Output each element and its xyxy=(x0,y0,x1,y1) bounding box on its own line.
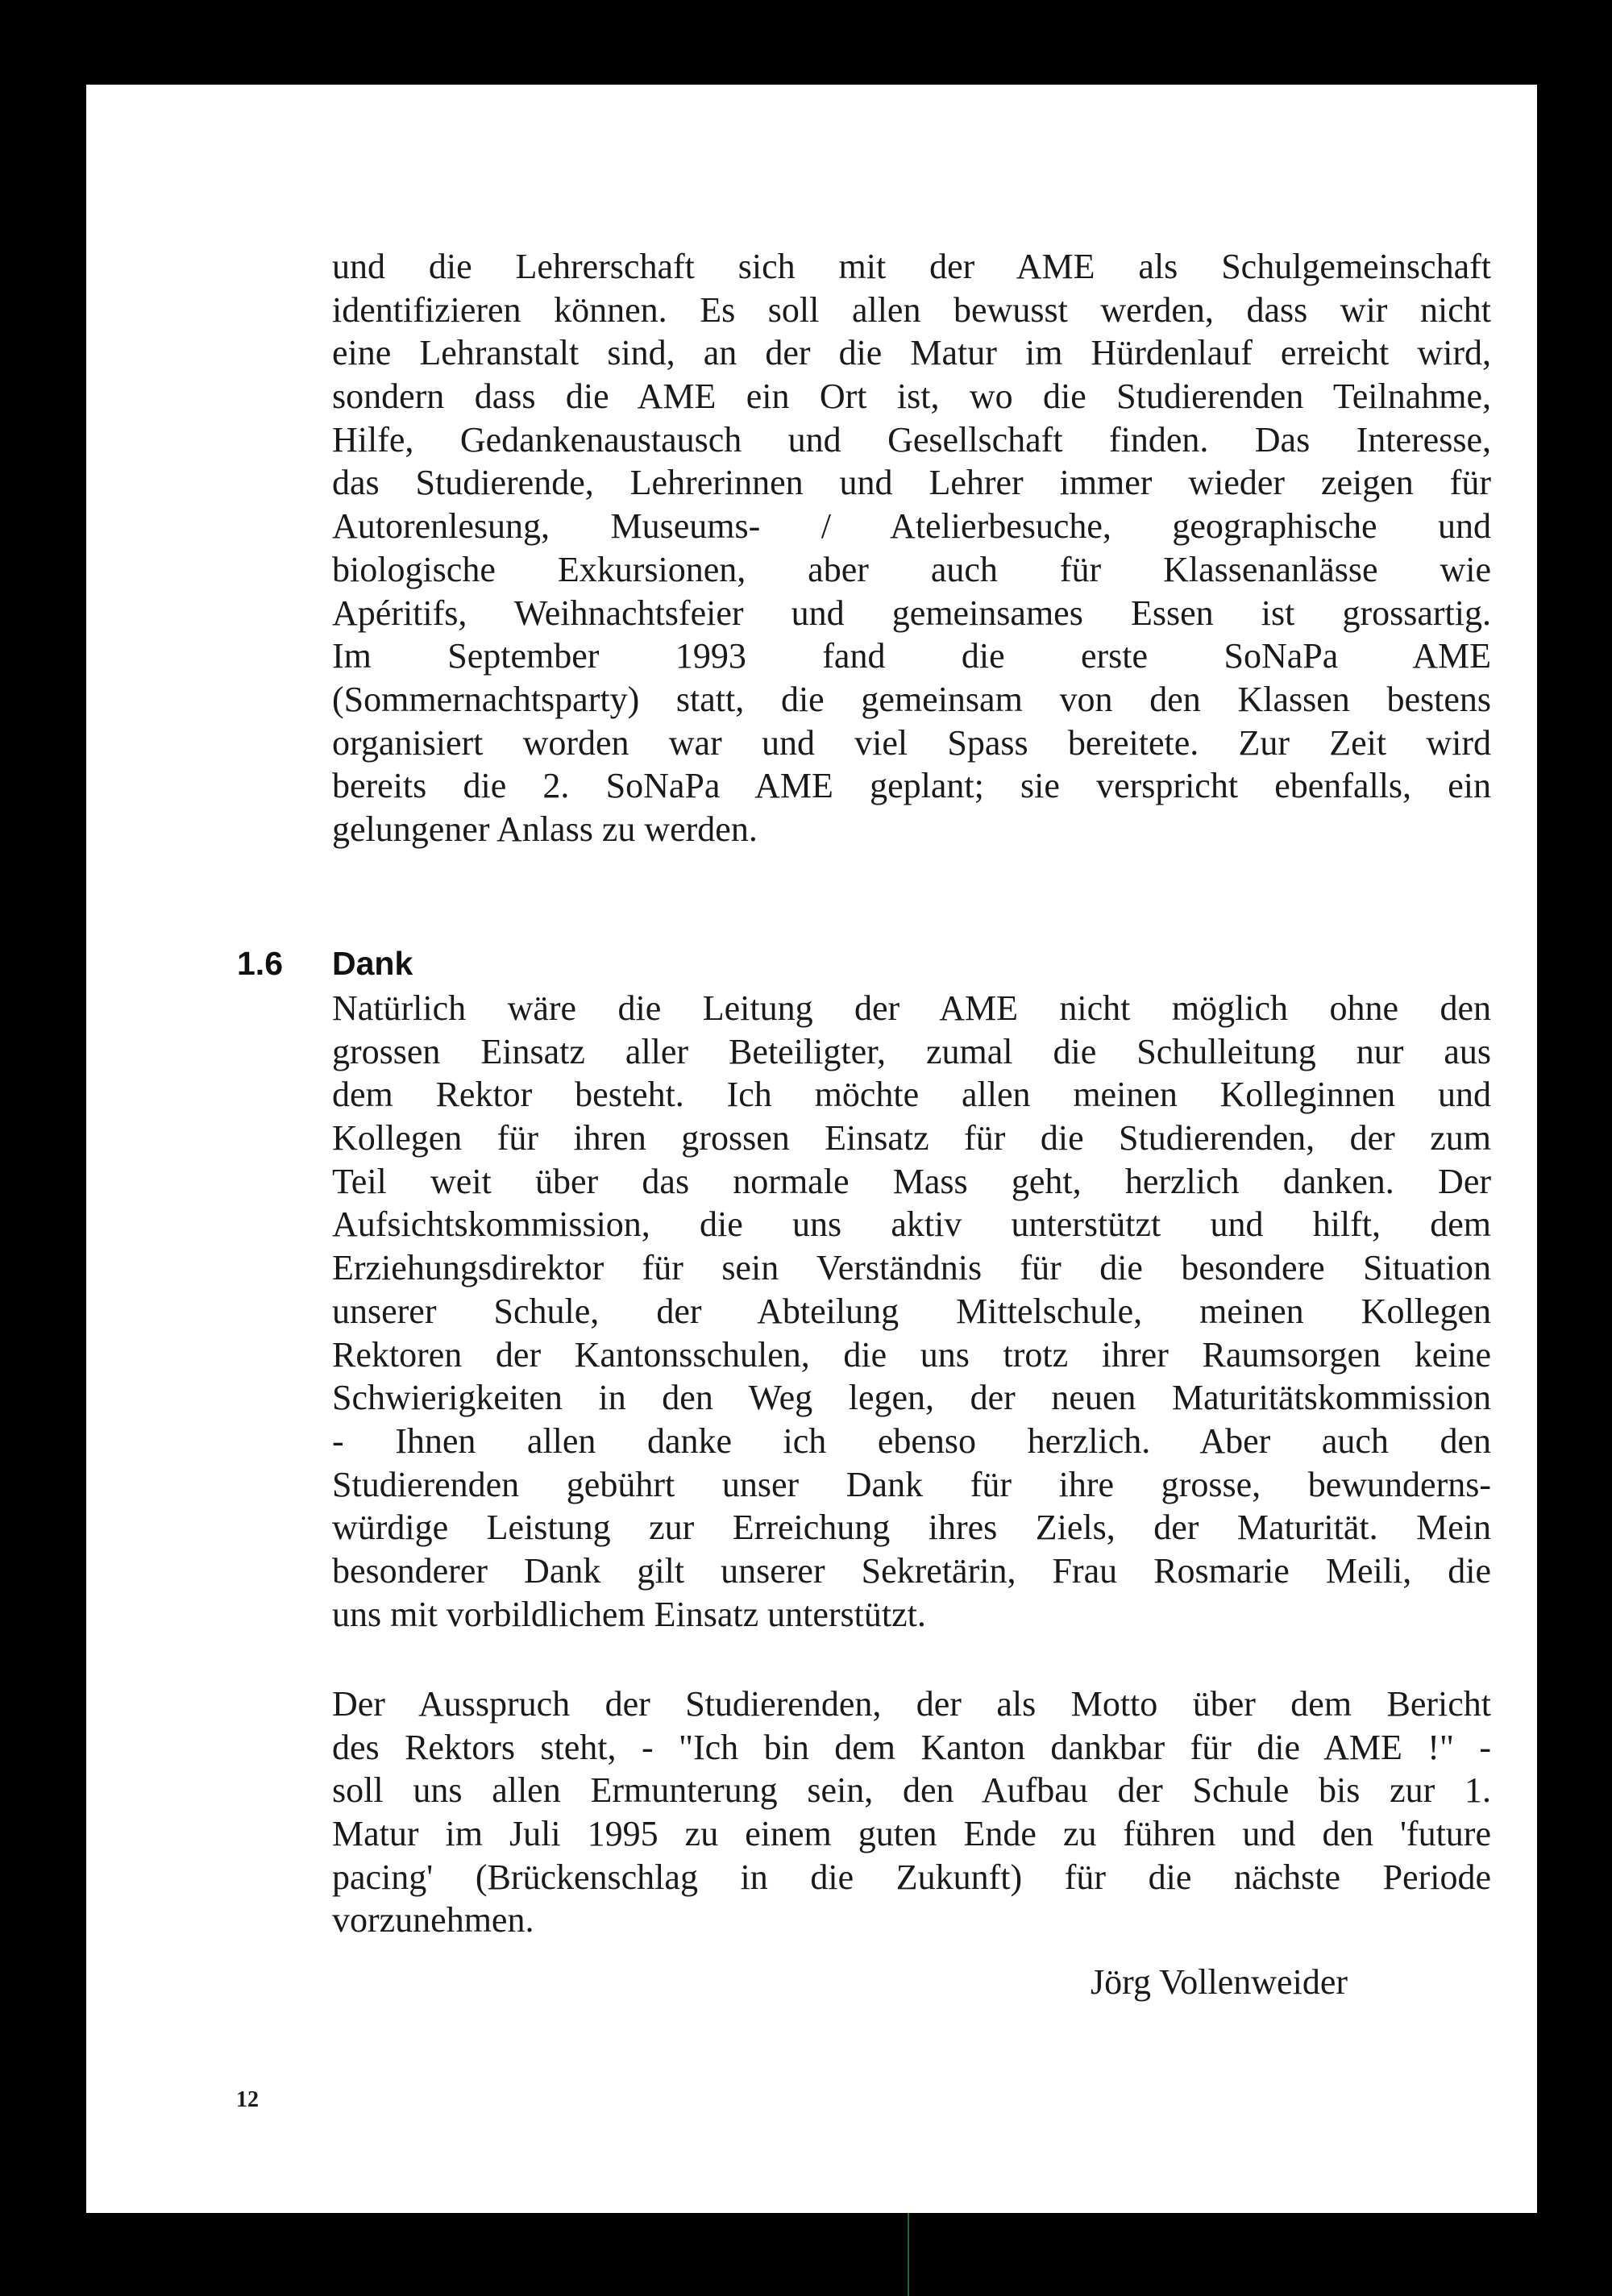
text-line: gelungener Anlass zu werden. xyxy=(332,809,758,849)
text-line: Matur im Juli 1995 zu einem guten Ende zu führen und den 'future xyxy=(332,1814,1491,1854)
text-line: Studierenden gebührt unser Dank für ihre grosse, bewunderns- xyxy=(332,1464,1491,1504)
section-heading xyxy=(237,942,413,985)
text-line: Der Ausspruch der Studierenden, der als Motto über dem Bericht xyxy=(332,1684,1491,1724)
text-line: unserer Schule, der Abteilung Mittelschule, meinen Kollegen xyxy=(332,1291,1491,1331)
text-line: Teil weit über das normale Mass geht, herzlich danken. Der xyxy=(332,1161,1491,1201)
text-line: des Rektors steht, - "Ich bin dem Kanton dankbar für die AME !" - xyxy=(332,1727,1491,1767)
text-line: Rektoren der Kantonsschulen, die uns trotz ihrer Raumsorgen keine xyxy=(332,1334,1491,1375)
section-number: 1.6 xyxy=(237,945,283,982)
text-line: dem Rektor besteht. Ich möchte allen meinen Kolleginnen und xyxy=(332,1075,1491,1115)
text-line: Erziehungsdirektor für sein Verständnis für die besondere Situation xyxy=(332,1248,1491,1288)
text-line: Kollegen für ihren grossen Einsatz für die Studierenden, der zum xyxy=(332,1118,1491,1158)
text-line: sondern dass die AME ein Ort ist, wo die Studierenden Teilnahme, xyxy=(332,376,1491,417)
text-line: organisiert worden war und viel Spass bereitete. Zur Zeit wird xyxy=(332,722,1491,763)
document-page xyxy=(86,85,1537,2213)
text-line: das Studierende, Lehrerinnen und Lehrer immer wieder zeigen für xyxy=(332,463,1491,503)
page-number: 12 xyxy=(236,2087,259,2112)
text-line: Aufsichtskommission, die uns aktiv unterstützt und hilft, dem xyxy=(332,1204,1491,1245)
text-line: Hilfe, Gedankenaustausch und Gesellschaft finden. Das Interesse, xyxy=(332,419,1491,460)
text-line: (Sommernachtsparty) statt, die gemeinsam von den Klassen bestens xyxy=(332,679,1491,719)
dank-paragraph xyxy=(332,987,1491,1636)
section-title: Dank xyxy=(332,945,413,982)
text-line: Schwierigkeiten in den Weg legen, der neuen Maturitätskommission xyxy=(332,1378,1491,1418)
signature: Jörg Vollenweider xyxy=(1091,1962,1348,2002)
text-line: besonderer Dank gilt unserer Sekretärin, Frau Rosmarie Meili, die xyxy=(332,1550,1491,1591)
scan-edge-mark xyxy=(908,2213,909,2296)
text-line: - Ihnen allen danke ich ebenso herzlich. Aber auch den xyxy=(332,1420,1491,1461)
text-line: Autorenlesung, Museums- / Atelierbesuche, geographische und xyxy=(332,506,1491,547)
text-line: würdige Leistung zur Erreichung ihres Ziels, der Maturität. Mein xyxy=(332,1508,1491,1548)
text-line: pacing' (Brückenschlag in die Zukunft) für die nächste Periode xyxy=(332,1857,1491,1897)
text-line: Natürlich wäre die Leitung der AME nicht möglich ohne den xyxy=(332,988,1491,1028)
text-line: bereits die 2. SoNaPa AME geplant; sie verspricht ebenfalls, ein xyxy=(332,766,1491,806)
intro-paragraph xyxy=(332,245,1491,851)
text-line: Apéritifs, Weihnachtsfeier und gemeinsames Essen ist grossartig. xyxy=(332,593,1491,633)
motto-paragraph xyxy=(332,1682,1491,1942)
text-line: vorzunehmen. xyxy=(332,1900,534,1940)
text-line: eine Lehranstalt sind, an der die Matur im Hürdenlauf erreicht wird, xyxy=(332,333,1491,373)
text-line: grossen Einsatz aller Beteiligter, zumal die Schulleitung nur aus xyxy=(332,1031,1491,1071)
text-line: soll uns allen Ermunterung sein, den Aufbau der Schule bis zur 1. xyxy=(332,1770,1491,1811)
text-line: uns mit vorbildlichem Einsatz unterstützt. xyxy=(332,1594,926,1634)
text-line: identifizieren können. Es soll allen bewusst werden, dass wir nicht xyxy=(332,289,1491,330)
text-line: biologische Exkursionen, aber auch für Klassenanlässe wie xyxy=(332,549,1491,589)
text-line: Im September 1993 fand die erste SoNaPa AME xyxy=(332,636,1491,676)
text-line: und die Lehrerschaft sich mit der AME als Schulgemeinschaft xyxy=(332,247,1491,286)
